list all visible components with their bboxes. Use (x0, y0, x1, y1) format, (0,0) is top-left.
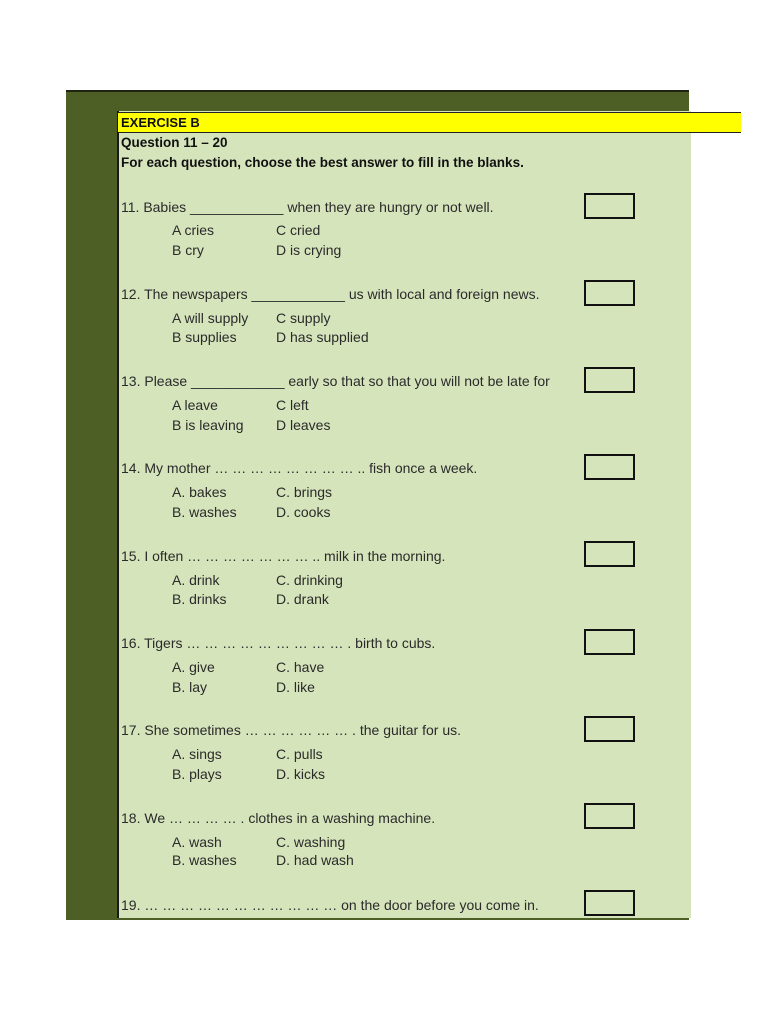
option-a: A. wash (172, 834, 222, 850)
question-13-clip (121, 373, 586, 393)
option-c: C cried (276, 222, 321, 238)
question-11: 11. Babies ____________ when they are hungry or not well. (121, 199, 494, 215)
option-d: D. drank (276, 591, 329, 607)
answer-box-19[interactable] (584, 890, 635, 916)
option-d: D is crying (276, 242, 342, 258)
option-a: A. drink (172, 572, 220, 588)
option-a: A. sings (172, 746, 222, 762)
option-b: B. plays (172, 766, 222, 782)
option-c: C. drinking (276, 572, 343, 588)
option-c: C supply (276, 310, 331, 326)
option-b: B. lay (172, 679, 208, 695)
answer-box-13[interactable] (584, 367, 635, 393)
question-18: 18. We … … … … . clothes in a washing machine. (121, 810, 436, 826)
answer-box-11[interactable] (584, 193, 635, 219)
option-a: A. give (172, 659, 215, 675)
option-c: C. washing (276, 834, 346, 850)
exercise-header-bar (118, 112, 741, 133)
option-b: B. drinks (172, 591, 227, 607)
question-16: 16. Tigers … … … … … … … … … . birth to cubs. (121, 635, 436, 651)
option-c: C. brings (276, 484, 333, 500)
option-b: B is leaving (172, 417, 244, 433)
option-d: D. had wash (276, 852, 354, 868)
question-range: Question 11 – 20 (121, 135, 228, 150)
answer-box-15[interactable] (584, 541, 635, 567)
question-15: 15. I often … … … … … … … .. milk in the morning. (121, 548, 446, 564)
answer-box-12[interactable] (584, 280, 635, 306)
option-c: C left (276, 397, 309, 413)
option-a: A cries (172, 222, 215, 238)
option-a: A will supply (172, 310, 249, 326)
option-d: D. cooks (276, 504, 331, 520)
exercise-title: EXERCISE B (121, 115, 200, 130)
option-a: A leave (172, 397, 218, 413)
instructions: For each question, choose the best answer to fill in the blanks. (121, 155, 524, 170)
option-b: B. washes (172, 504, 237, 520)
option-b: B supplies (172, 329, 237, 345)
question-12: 12. The newspapers ____________ us with local and foreign news. (121, 286, 540, 302)
option-b: B cry (172, 242, 204, 258)
option-c: C. pulls (276, 746, 323, 762)
option-b: B. washes (172, 852, 237, 868)
answer-box-14[interactable] (584, 454, 635, 480)
question-19: 19. … … … … … … … … … … … on the door before you come in. (121, 897, 539, 913)
answer-box-18[interactable] (584, 803, 635, 829)
question-14: 14. My mother … … … … … … … … .. fish once a week. (121, 460, 478, 476)
question-17: 17. She sometimes … … … … … … . the guitar for us. (121, 722, 462, 738)
option-d: D. kicks (276, 766, 325, 782)
option-a: A. bakes (172, 484, 227, 500)
option-d: D has supplied (276, 329, 369, 345)
question-13: 13. Please ____________ early so that so that you will not be late for (121, 373, 550, 389)
option-d: D leaves (276, 417, 331, 433)
option-d: D. like (276, 679, 315, 695)
answer-box-16[interactable] (584, 629, 635, 655)
option-c: C. have (276, 659, 325, 675)
answer-box-17[interactable] (584, 716, 635, 742)
